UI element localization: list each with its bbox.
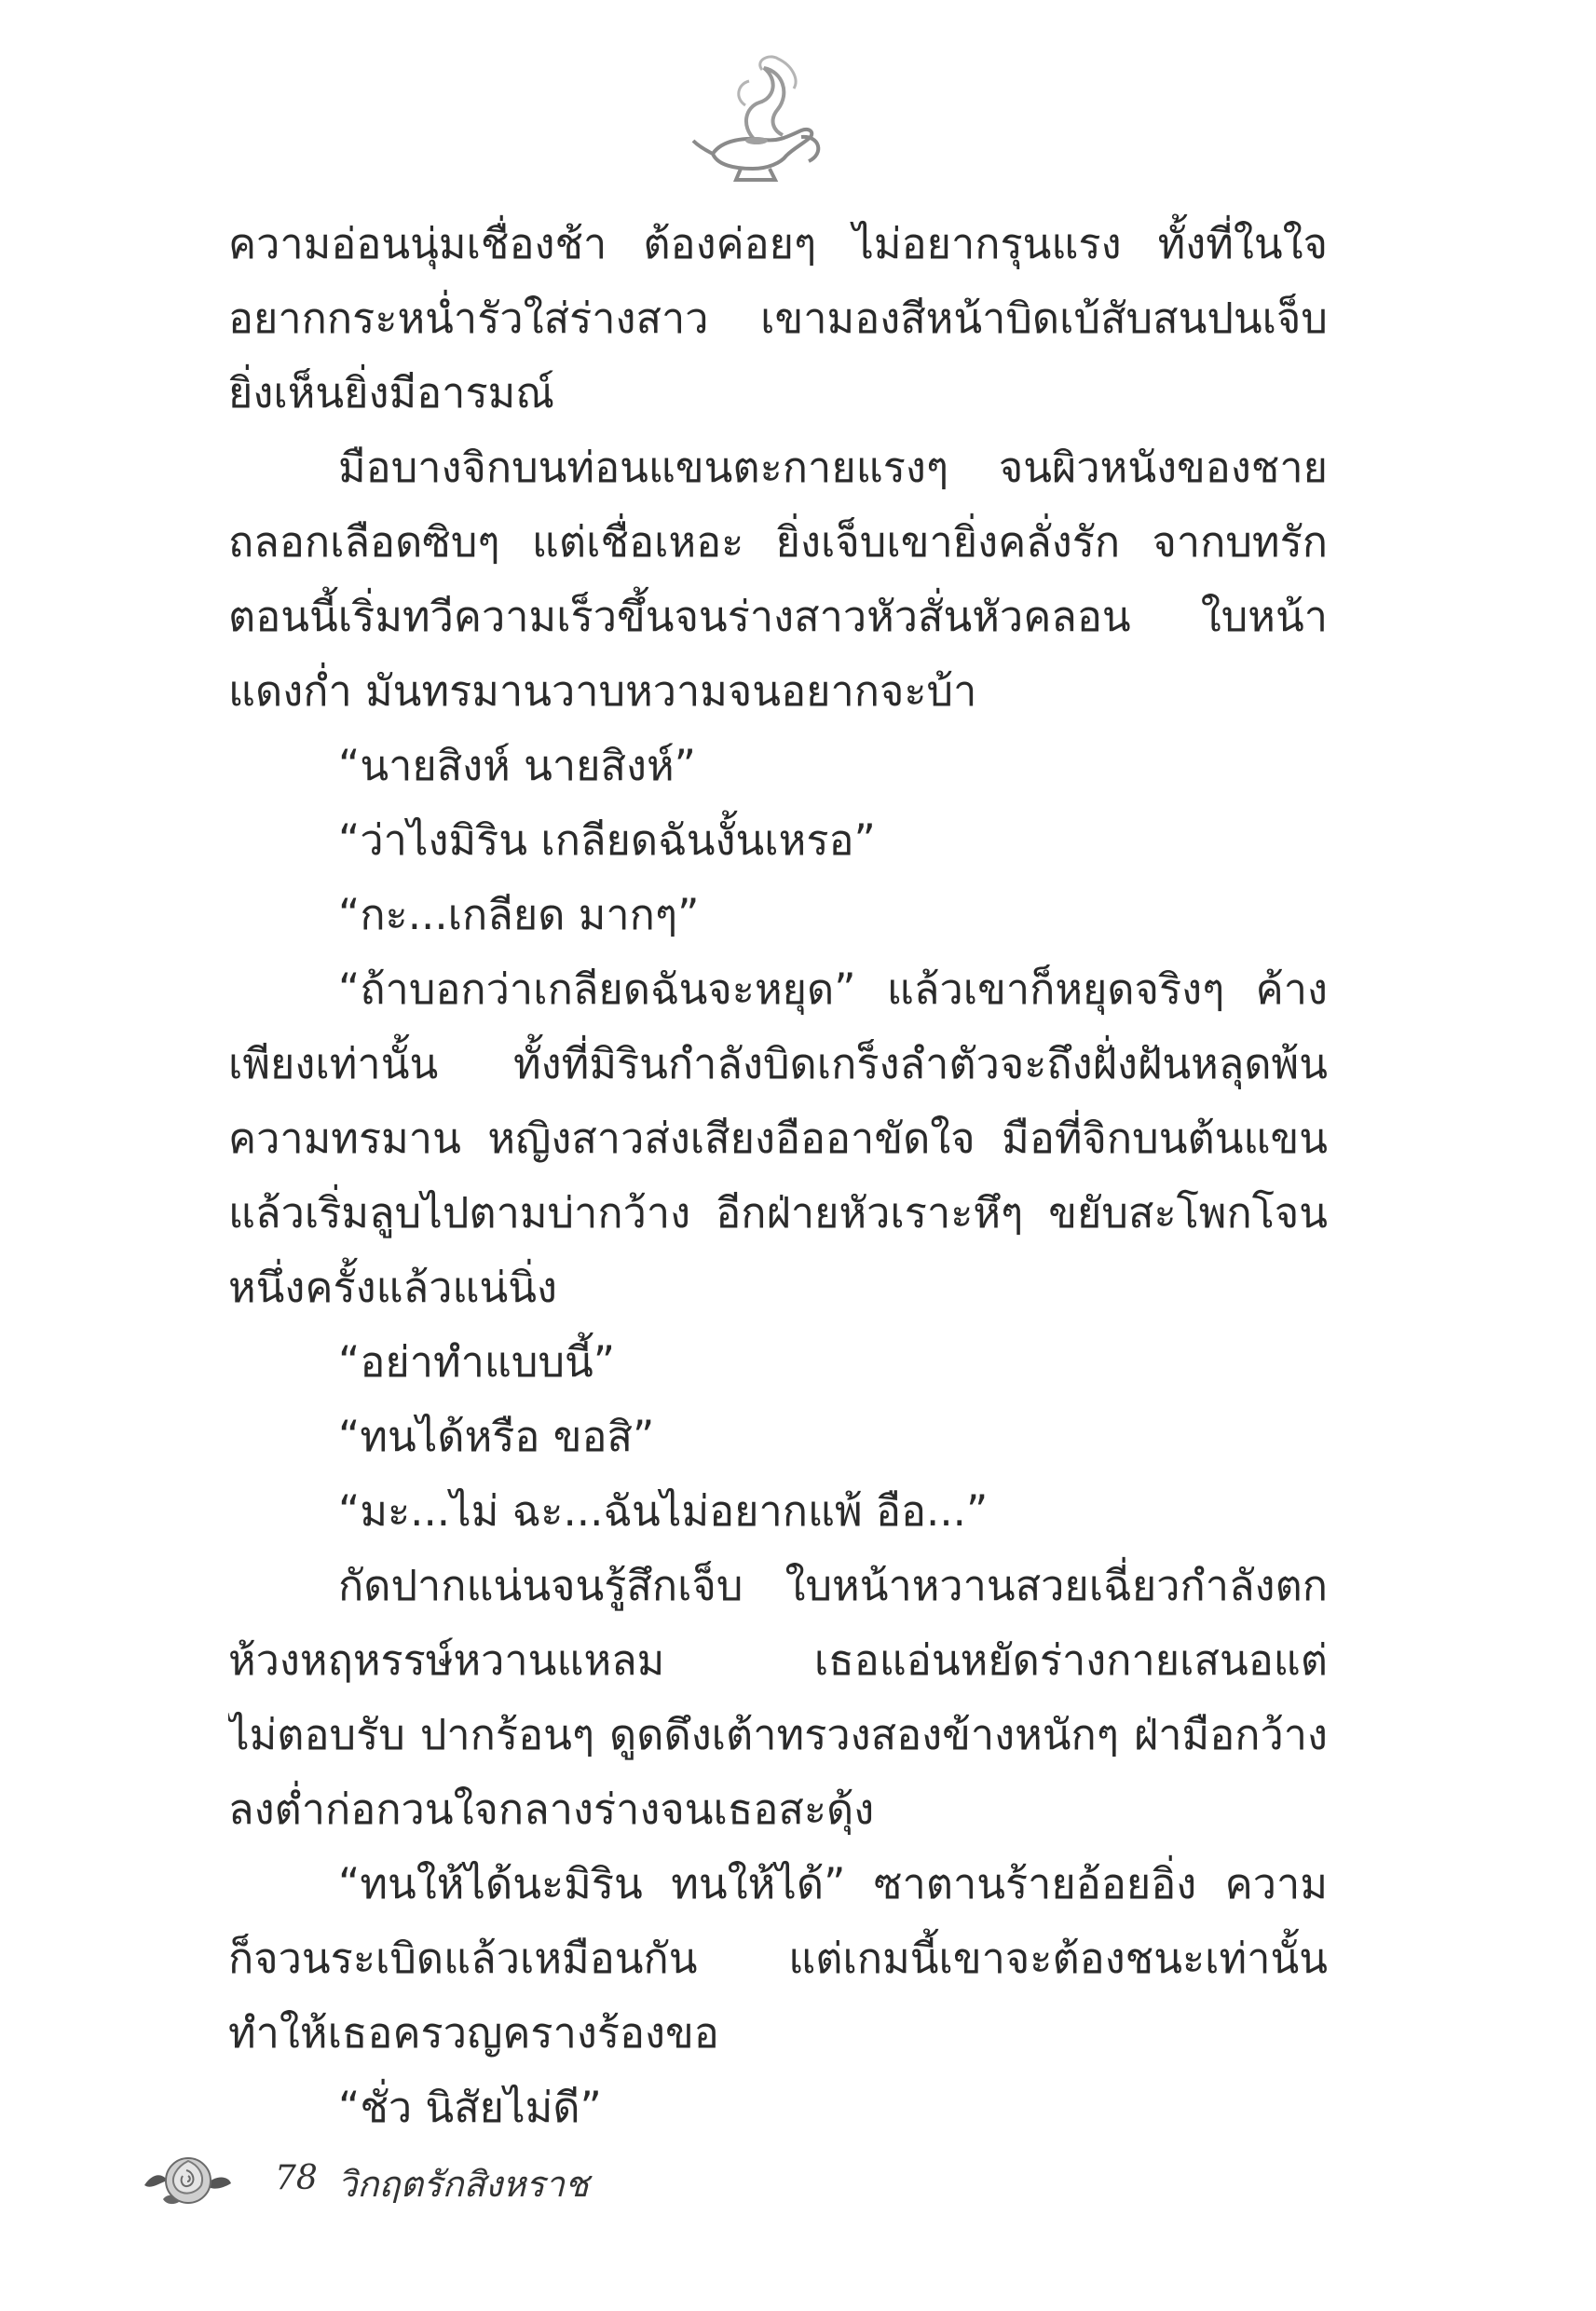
text-line: ไม่ตอบรับ ปากร้อนๆ ดูดดึงเต้าทรวงสองข้างหนักๆ ฝ่ามือกว้าง <box>228 1710 1328 1759</box>
text-line: ลงต่ำก่อกวนใจกลางร่างจนเธอสะดุ้ง <box>228 1785 875 1834</box>
text-line: ห้วงหฤหรรษ์หวานแหลม เธอแอ่นหยัดร่างกายเสนอแต่ <box>228 1635 1328 1685</box>
dialogue-line: “ว่าไงมิริน เกลียดฉันงั้นเหรอ” <box>338 815 876 865</box>
text-line: หนึ่งครั้งแล้วแน่นิ่ง <box>228 1263 557 1312</box>
dialogue-line: “ชั่ว นิสัยไม่ดี” <box>338 2083 602 2132</box>
dialogue-line: “ทนได้หรือ ขอสิ” <box>338 1412 655 1461</box>
text-line: “ถ้าบอกว่าเกลียดฉันจะหยุด” แล้วเขาก็หยุดจริงๆ ค้าง <box>338 964 1328 1014</box>
text-line: ทำให้เธอครวญครางร้องขอ <box>228 2008 719 2058</box>
text-line: อยากกระหน่ำรัวใส่ร่างสาว เขามองสีหน้าบิดเบ้สับสนปนเจ็บ <box>228 294 1328 343</box>
page-footer <box>140 2148 699 2222</box>
text-line: เพียงเท่านั้น ทั้งที่มิรินกำลังบิดเกร็งลำตัวจะถึงฝั่งฝันหลุดพ้น <box>228 1039 1328 1088</box>
rose-icon <box>140 2148 233 2213</box>
text-line: ยิ่งเห็นยิ่งมีอารมณ์ <box>228 368 555 417</box>
dialogue-line: “มะ...ไม่ ฉะ...ฉันไม่อยากแพ้ อือ...” <box>338 1486 989 1536</box>
text-line: “ทนให้ได้นะมิริน ทนให้ได้” ซาตานร้ายอ้อยอิ่ง ความ <box>338 1859 1328 1908</box>
body-text <box>228 207 1328 2145</box>
text-line: แดงก่ำ มันทรมานวาบหวามจนอยากจะบ้า <box>228 666 977 716</box>
dialogue-line: “กะ...เกลียด มากๆ” <box>338 890 700 939</box>
text-line: กัดปากแน่นจนรู้สึกเจ็บ ใบหน้าหวานสวยเฉี่ยวกำลังตก <box>338 1561 1328 1610</box>
text-line: แล้วเริ่มลูบไปตามบ่ากว้าง อีกฝ่ายหัวเราะหึๆ ขยับสะโพกโจน <box>228 1188 1328 1238</box>
text-line: ความอ่อนนุ่มเชื่องช้า ต้องค่อยๆ ไม่อยากรุนแรง ทั้งที่ในใจ <box>228 219 1328 268</box>
text-line: ความทรมาน หญิงสาวส่งเสียงอืออาขัดใจ มือที่จิกบนต้นแขน <box>228 1114 1328 1163</box>
text-line: ถลอกเลือดซิบๆ แต่เชื่อเหอะ ยิ่งเจ็บเขายิ่งคลั่งรัก จากบทรัก <box>228 517 1328 567</box>
page-number: 78 <box>275 2159 318 2197</box>
dialogue-line: “นายสิงห์ นายสิงห์” <box>338 741 696 790</box>
text-line: มือบางจิกบนท่อนแขนตะกายแรงๆ จนผิวหนังของชาย <box>338 443 1328 492</box>
text-line: ตอนนี้เริ่มทวีความเร็วขึ้นจนร่างสาวหัวสั่นหัวคลอน ใบหน้า <box>228 592 1328 641</box>
genie-lamp-icon <box>689 51 829 191</box>
book-title: วิกฤตรักสิงหราช <box>337 2164 589 2205</box>
text-line: ก็จวนระเบิดแล้วเหมือนกัน แต่เกมนี้เขาจะต้องชนะเท่านั้น <box>228 1934 1328 1983</box>
dialogue-line: “อย่าทำแบบนี้” <box>338 1337 616 1387</box>
